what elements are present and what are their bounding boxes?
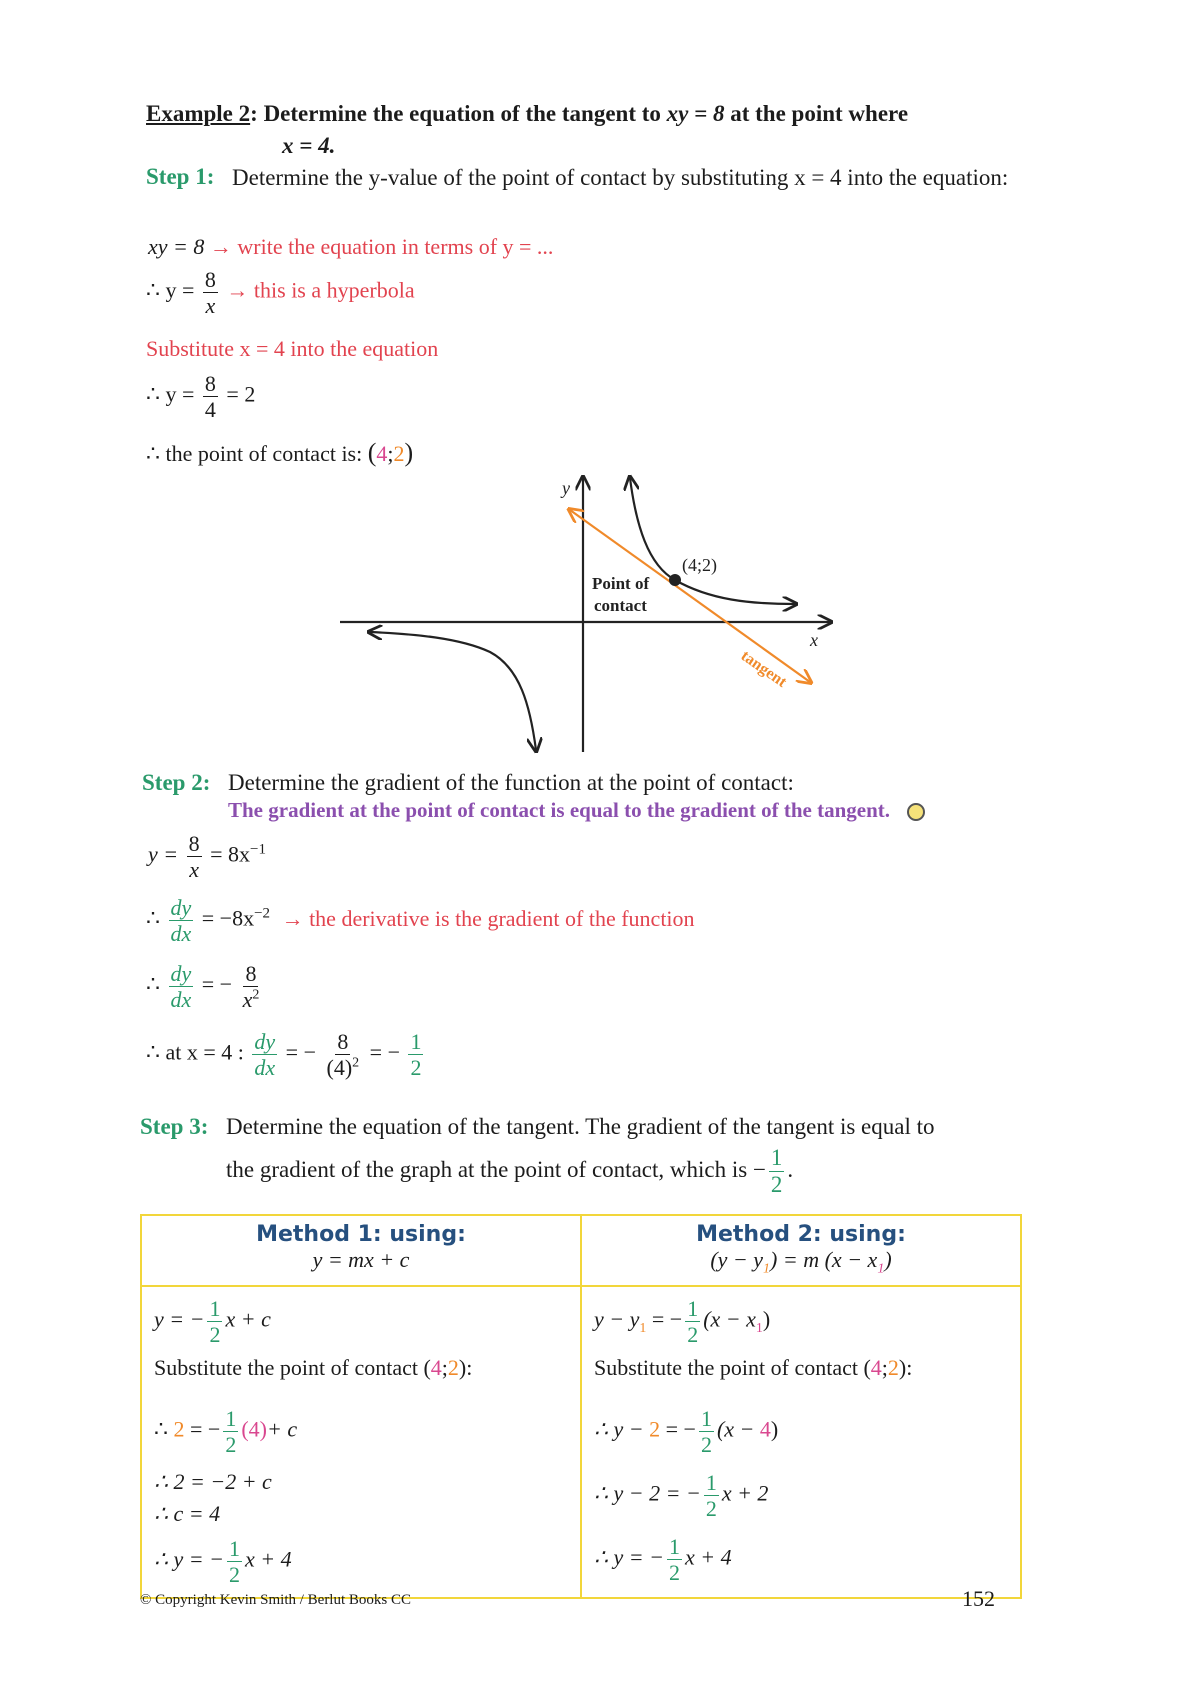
- step2-line2: [146, 896, 695, 945]
- step2-l1-lhs: y =: [148, 841, 179, 867]
- point-of-contact-dot: [669, 574, 681, 586]
- method1-formula: y = mx + c: [312, 1247, 410, 1272]
- step1-line2: [146, 268, 415, 317]
- hyperbola-branch-lower: [370, 632, 536, 750]
- step1-line4-frac: [203, 372, 218, 421]
- method2-line2: Substitute the point of contact (4;2):: [594, 1355, 913, 1381]
- method1-line4: ∴ 2 = −2 + c: [154, 1469, 272, 1495]
- point-x: 4: [376, 441, 388, 466]
- frac-den: 2: [770, 1172, 783, 1198]
- frac-den: $x^2$: [242, 987, 260, 1013]
- frac-num: 8: [337, 1029, 349, 1054]
- frac-den: dx: [170, 921, 192, 947]
- frac-num: dy: [170, 961, 192, 986]
- method2-title: Method 2: using:: [696, 1222, 906, 1247]
- step3-gradient: [769, 1146, 785, 1197]
- step1-line4-lhs: ∴ y =: [146, 381, 195, 407]
- step2-l2-note: → the derivative is the gradient of the function: [281, 905, 695, 931]
- step1-line1-note: → write the equation in terms of y = ...: [209, 234, 554, 259]
- methods-table: [140, 1214, 1022, 1599]
- step2-label: Step 2:: [142, 770, 211, 795]
- method2-line3: ∴ y − 2 = − $\frac{1}{2}$ (x − 4): [594, 1406, 779, 1458]
- step1-line2-lhs: ∴ y =: [146, 277, 195, 303]
- method2-body: [581, 1286, 1021, 1597]
- frac-den: dx: [254, 1055, 276, 1081]
- step1-line2-frac: [203, 268, 218, 317]
- contact-label-line1: Point of: [592, 574, 650, 593]
- example-heading: Example 2: Determine the equation of the tangent to xy = 8 at the point where x = 4.: [146, 101, 909, 158]
- frac-den: dx: [170, 987, 192, 1013]
- step2-l1-frac: [187, 832, 202, 881]
- method2-line5: ∴ y = − $\frac{1}{2}$ x + 4: [594, 1534, 732, 1586]
- step2-l4-result: [408, 1030, 423, 1079]
- step3-label: Step 3:: [140, 1114, 209, 1139]
- step2-l2-exp: −2: [254, 905, 271, 922]
- frac-den: $(4)^2$: [326, 1055, 360, 1081]
- step3-text: Determine the equation of the tangent. The gradient of the tangent is equal to: [226, 1114, 935, 1139]
- step1-line4-rhs: = 2: [226, 381, 256, 407]
- step2-line1: [148, 832, 266, 881]
- step2-l2-frac: [169, 896, 194, 945]
- frac-den: x: [189, 857, 199, 883]
- step1-block: [146, 164, 1026, 192]
- step2-l4-eq: = −: [285, 1039, 316, 1065]
- step2-l4-frac2: [325, 1030, 362, 1079]
- point-label: (4;2): [682, 555, 717, 575]
- step1-line1-eq: xy = 8: [148, 234, 205, 259]
- frac-den: x: [205, 293, 216, 319]
- frac-den: 4: [204, 397, 216, 423]
- method2-line1: $y - y_1$ = − $\frac{1}{2}$ $(x - x_1)$: [594, 1296, 771, 1348]
- method1-line6: ∴ y = − $\frac{1}{2}$ x + 4: [154, 1536, 292, 1588]
- step2-l3-eq: = −: [201, 971, 233, 997]
- step3-line2: the gradient of the graph at the point of contact, which is − $\frac{1}{2}$ .: [226, 1145, 794, 1198]
- step2-line4: [146, 1030, 426, 1079]
- step2-l3-frac2: [241, 962, 262, 1011]
- frac-num: 1: [410, 1029, 422, 1054]
- y-axis-label: y: [562, 478, 570, 498]
- lightbulb-icon: [907, 803, 925, 821]
- contact-label-line2: contact: [594, 596, 647, 615]
- footer-page-number: 152: [962, 1586, 995, 1611]
- therefore-symbol: ∴: [146, 971, 160, 997]
- method1-body: [141, 1286, 581, 1597]
- method2-header: [581, 1215, 1021, 1286]
- step1-line1: [148, 234, 553, 260]
- step1-text: Determine the y-value of the point of contact by substituting x = 4 into the equation:: [232, 165, 1009, 190]
- method1-line5: ∴ c = 4: [154, 1501, 221, 1527]
- method1-line3: ∴ 2 = − $\frac{1}{2}$ (4)+ c: [154, 1406, 298, 1458]
- method2-line4: ∴ y − 2 = − $\frac{1}{2}$ x + 2: [594, 1470, 769, 1522]
- step1-line2-note: → this is a hyperbola: [226, 277, 415, 303]
- therefore-symbol: ∴: [146, 905, 160, 931]
- step2-l3-frac: [169, 962, 194, 1011]
- step2-text: Determine the gradient of the function at the point of contact:: [228, 770, 794, 795]
- step2-block: [142, 770, 1022, 796]
- step2-l4-frac: [252, 1030, 277, 1079]
- footer-copyright: © Copyright Kevin Smith / Berlut Books CC: [140, 1592, 411, 1608]
- x-axis-label: x: [810, 630, 818, 650]
- example-text: Determine the equation of the tangent to: [263, 101, 661, 126]
- step2-l1-exp: −1: [250, 841, 267, 858]
- method1-line2: Substitute the point of contact (4;2):: [154, 1355, 473, 1381]
- step1-line5: ∴ the point of contact is: (4;2): [146, 438, 414, 467]
- step2-l4-lhs: ∴ at x = 4 :: [146, 1039, 244, 1065]
- tangent-label: tangent: [737, 647, 790, 691]
- step2-line3: [146, 962, 264, 1011]
- step1-line3: Substitute x = 4 into the equation: [146, 336, 439, 361]
- example-equation: xy = 8: [666, 101, 725, 126]
- example-text2: at the point where: [730, 101, 909, 126]
- example-label: Example 2: [146, 101, 251, 126]
- hyperbola-branch-upper: [630, 478, 795, 604]
- step1-line4: [146, 372, 255, 421]
- frac-num: 8: [204, 371, 216, 396]
- hyperbola-graph: [330, 470, 850, 760]
- example-condition: x = 4.: [282, 133, 336, 158]
- method1-title: Method 1: using:: [256, 1222, 466, 1247]
- step2-l1-rhs: = 8x: [210, 841, 251, 867]
- method1-line1: y = − $\frac{1}{2}$ x + c: [154, 1296, 271, 1348]
- method1-header: [141, 1215, 581, 1286]
- method2-formula: $(y - y_1) = m$ $(x - x_1)$: [710, 1247, 892, 1277]
- step2-hint-text: The gradient at the point of contact is equal to the gradient of the tangent.: [228, 798, 891, 822]
- frac-den: 2: [410, 1055, 422, 1081]
- frac-num: 8: [204, 267, 216, 292]
- frac-num: 1: [769, 1146, 785, 1172]
- frac-num: 8: [188, 831, 200, 856]
- step2-l4-eq2: = −: [369, 1039, 400, 1065]
- step2-hint: [228, 798, 925, 823]
- frac-num: dy: [254, 1029, 276, 1054]
- frac-num: dy: [170, 895, 192, 920]
- step1-line5-text: ∴ the point of contact is:: [146, 441, 363, 466]
- step1-label: Step 1:: [146, 164, 215, 189]
- point-y: 2: [393, 441, 405, 466]
- step2-l2-rhs: = −8x: [201, 905, 255, 931]
- step3-text2: the gradient of the graph at the point of contact, which is: [226, 1156, 748, 1182]
- step3-block: [140, 1114, 1022, 1140]
- frac-num: 8: [245, 961, 257, 986]
